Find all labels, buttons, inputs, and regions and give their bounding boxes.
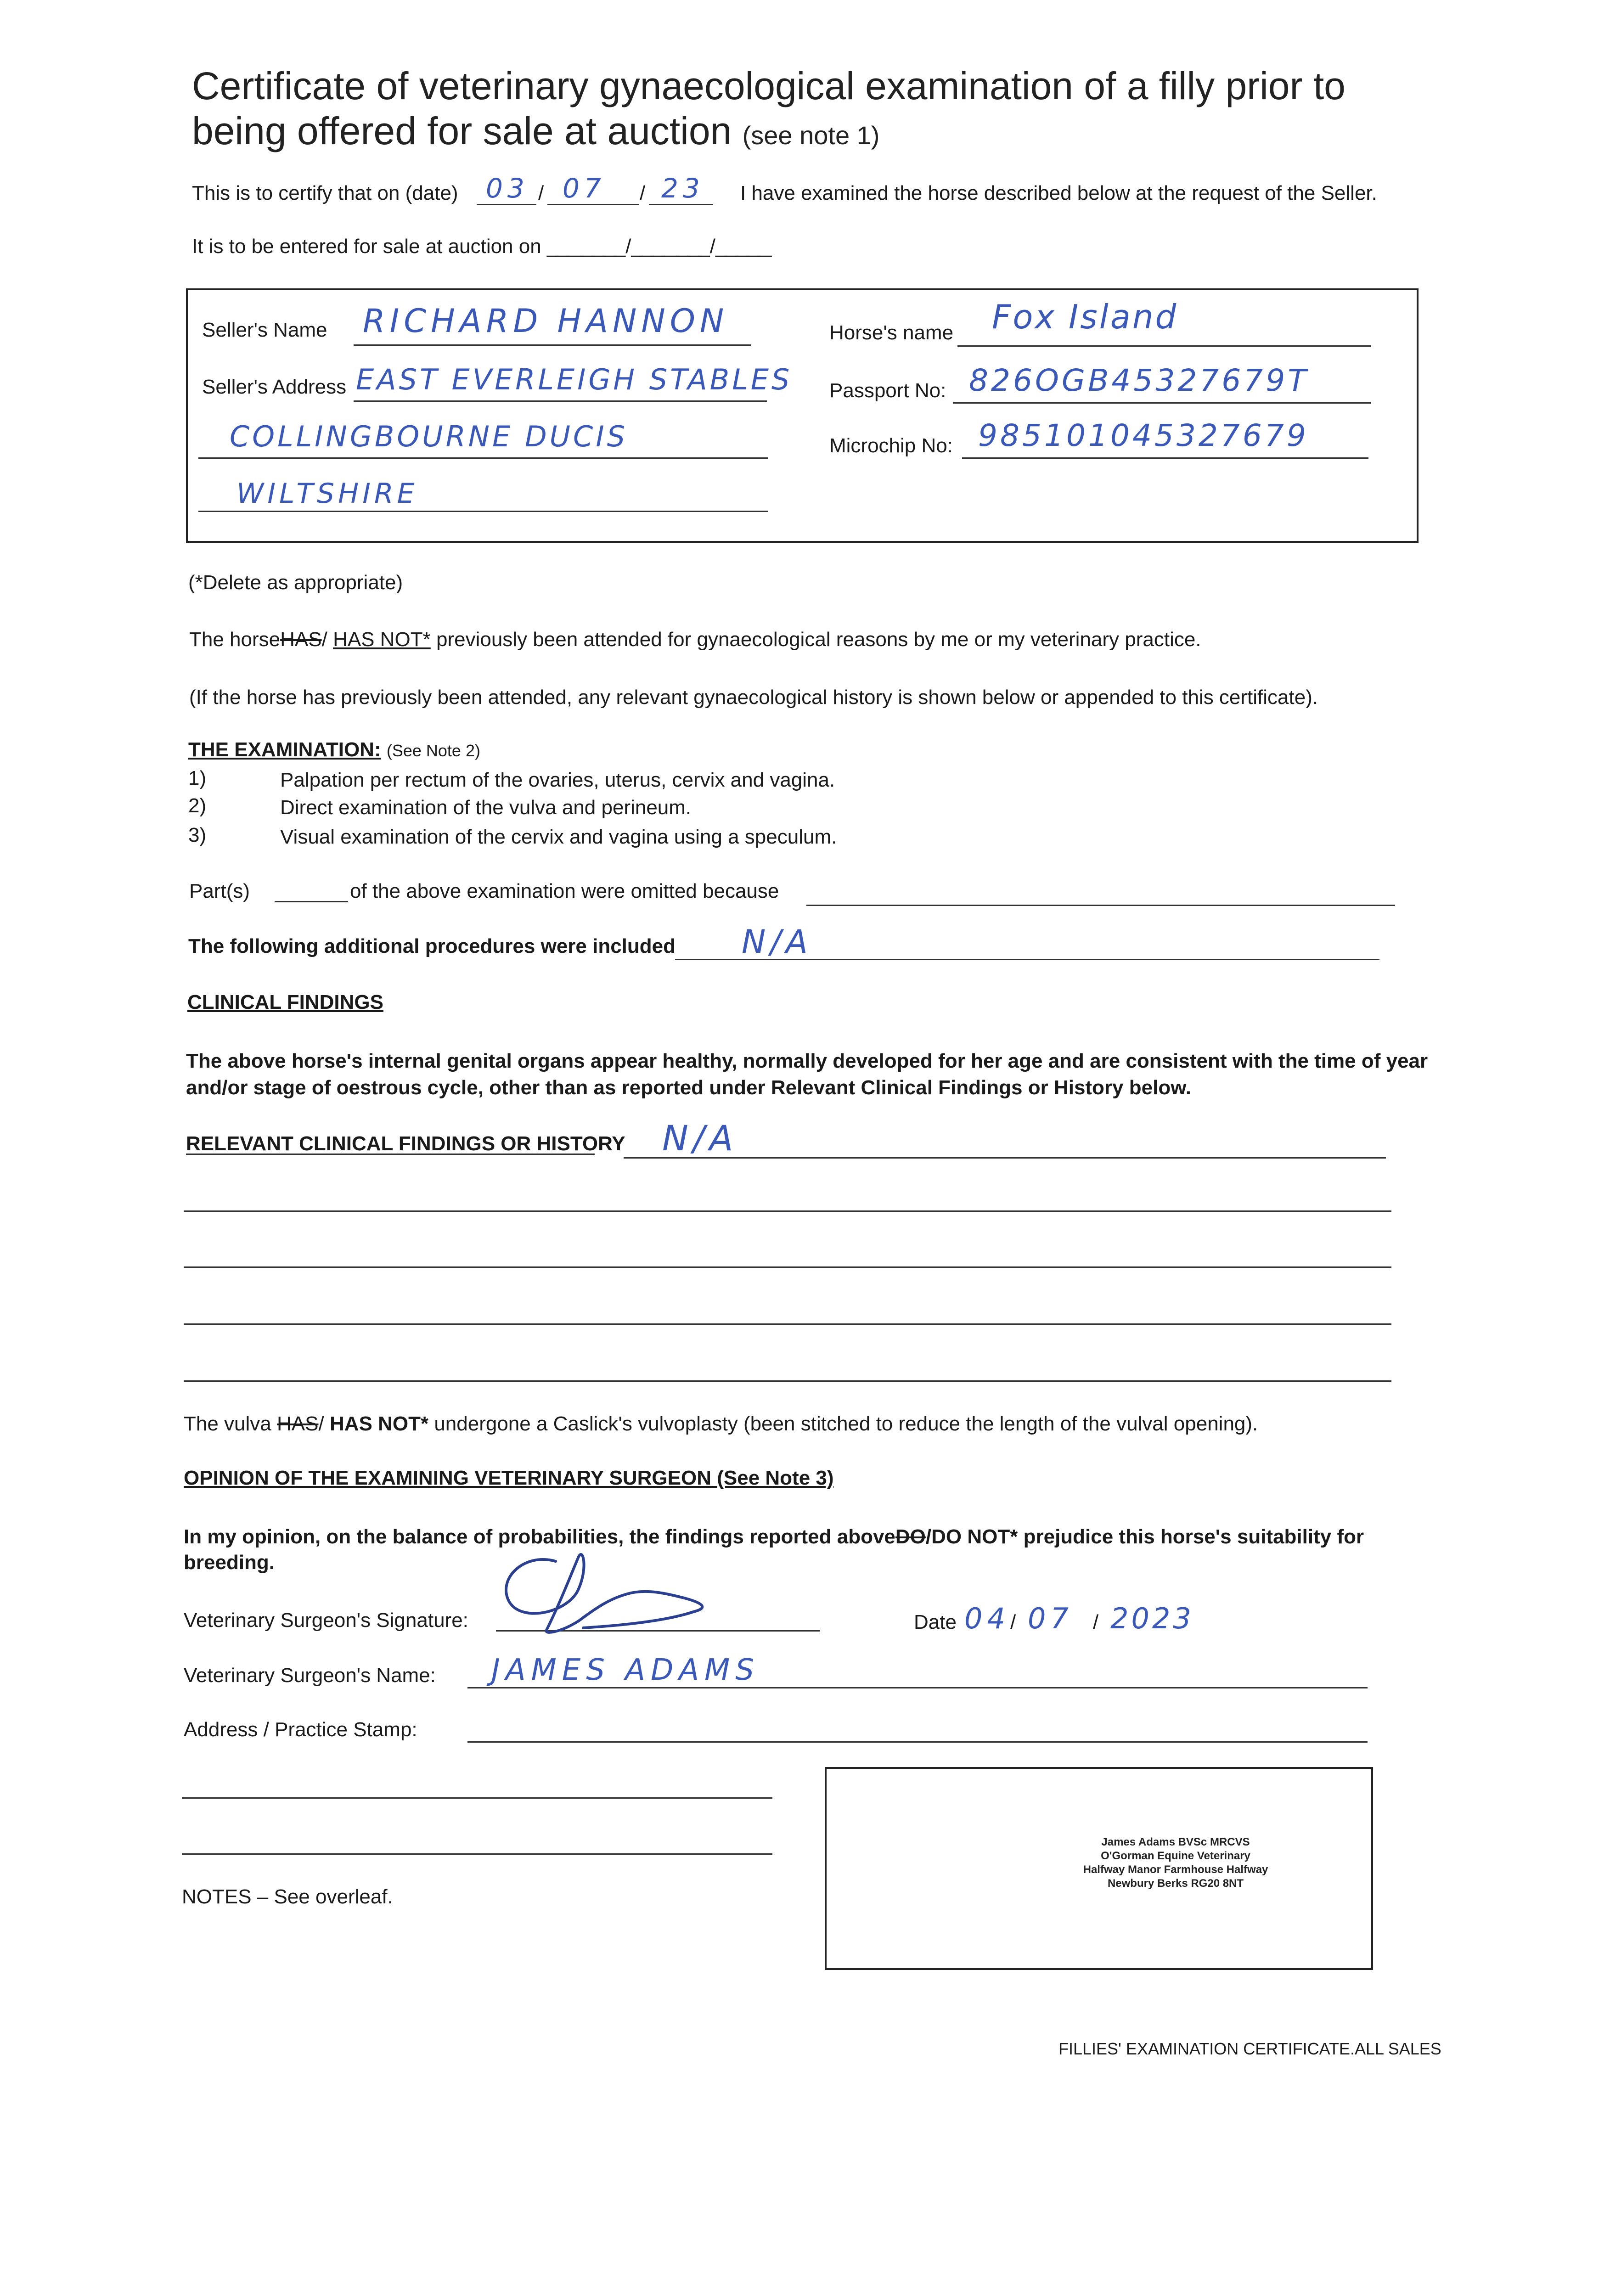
certify-year: 23 bbox=[661, 173, 704, 204]
auction-label bbox=[192, 234, 771, 259]
additional-value: N/A bbox=[742, 923, 812, 961]
clinical-statement-1: The above horse's internal genital organs appear healthy, normally developed for her age and are consistent with the time of year bbox=[186, 1050, 1428, 1072]
additional-label: The following additional procedures were included bbox=[188, 935, 676, 957]
passport-line bbox=[953, 402, 1371, 404]
seller-address-value-3: WILTSHIRE bbox=[236, 478, 418, 510]
surgeon-name-label: Veterinary Surgeon's Name: bbox=[184, 1664, 436, 1687]
relevant-line-2 bbox=[184, 1210, 1391, 1212]
practice-address-line-3 bbox=[182, 1853, 772, 1855]
history-note: (If the horse has previously been attended, any relevant gynaecological history is shown below or appended to this certificate). bbox=[189, 686, 1318, 709]
practice-stamp-label: Address / Practice Stamp: bbox=[184, 1718, 417, 1741]
surgeon-name-line bbox=[467, 1687, 1368, 1688]
opinion-struck: DO bbox=[895, 1525, 926, 1548]
attended-slash: / bbox=[321, 628, 327, 651]
opinion-line-2: breeding. bbox=[184, 1551, 275, 1574]
stamp-line-2: O'Gorman Equine Veterinary bbox=[1101, 1850, 1250, 1862]
omitted-middle: of the above examination were omitted because bbox=[350, 880, 779, 902]
date-label: Date bbox=[914, 1611, 957, 1633]
relevant-line-1 bbox=[624, 1157, 1386, 1159]
vulva-prefix: The vulva bbox=[184, 1412, 271, 1435]
title-note: (see note 1) bbox=[742, 121, 880, 150]
vulva-struck: HAS bbox=[277, 1412, 319, 1435]
title-line-2-text: being offered for sale at auction bbox=[192, 109, 732, 152]
omitted-reason-line bbox=[806, 905, 1395, 906]
sign-date-sep-1: / bbox=[1010, 1611, 1016, 1633]
practice-stamp bbox=[1056, 1835, 1295, 1891]
exam-item-1-num: 1) bbox=[188, 767, 207, 789]
opinion-line-1 bbox=[184, 1525, 1364, 1549]
stamp-line-3: Halfway Manor Farmhouse Halfway bbox=[1083, 1863, 1268, 1876]
attended-suffix: previously been attended for gynaecological reasons by me or my veterinary practice. bbox=[436, 628, 1201, 651]
relevant-line-4 bbox=[184, 1323, 1391, 1325]
relevant-value: N/A bbox=[662, 1118, 738, 1159]
certify-prefix: This is to certify that on (date) bbox=[192, 182, 458, 204]
omitted-prefix: Part(s) bbox=[189, 880, 250, 902]
certify-day-line bbox=[477, 204, 536, 205]
surgeon-name-value: JAMES ADAMS bbox=[491, 1653, 760, 1687]
stamp-line-4: Newbury Berks RG20 8NT bbox=[1107, 1877, 1244, 1890]
stamp-line-1: James Adams BVSc MRCVS bbox=[1101, 1836, 1250, 1848]
attended-statement bbox=[189, 627, 1201, 652]
relevant-line-5 bbox=[184, 1380, 1391, 1382]
practice-address-line-1 bbox=[467, 1741, 1368, 1743]
omitted-parts-line bbox=[275, 901, 348, 902]
clinical-heading: CLINICAL FINDINGS bbox=[187, 991, 383, 1013]
certify-sep-2: / bbox=[640, 182, 646, 204]
horse-name-label: Horse's name bbox=[829, 321, 954, 344]
practice-address-line-2 bbox=[182, 1797, 772, 1799]
relevant-label-underline bbox=[186, 1154, 595, 1155]
sign-date-year: 2023 bbox=[1110, 1602, 1194, 1635]
notes-text: NOTES – See overleaf. bbox=[182, 1885, 393, 1908]
opinion-heading: OPINION OF THE EXAMINING VETERINARY SURGEON (See Note 3) bbox=[184, 1467, 834, 1489]
certify-sep-1: / bbox=[538, 182, 544, 204]
examination-heading-text: THE EXAMINATION: bbox=[188, 738, 381, 761]
examination-heading bbox=[188, 737, 480, 763]
passport-value: 826OGB45327679T bbox=[969, 363, 1309, 398]
certify-month-line bbox=[547, 204, 639, 205]
footer-text: FILLIES' EXAMINATION CERTIFICATE.ALL SALES bbox=[1058, 2039, 1441, 2058]
seller-address-line-2 bbox=[198, 457, 768, 459]
signature-mark bbox=[491, 1543, 730, 1649]
certify-suffix: I have examined the horse described below at the request of the Seller. bbox=[740, 182, 1377, 204]
exam-item-3-text: Visual examination of the cervix and vagina using a speculum. bbox=[280, 826, 837, 848]
practice-stamp-box bbox=[825, 1767, 1373, 1970]
examination-note: (See Note 2) bbox=[386, 741, 480, 760]
signature-label: Veterinary Surgeon's Signature: bbox=[184, 1609, 468, 1632]
sign-date-sep-2: / bbox=[1093, 1611, 1099, 1633]
seller-name-value: RICHARD HANNON bbox=[363, 302, 729, 340]
horse-name-value: Fox Island bbox=[992, 298, 1178, 336]
seller-name-line bbox=[354, 344, 751, 346]
attended-struck: HAS bbox=[280, 628, 322, 651]
passport-label: Passport No: bbox=[829, 379, 946, 402]
seller-address-line-1 bbox=[354, 400, 767, 402]
microchip-label: Microchip No: bbox=[829, 434, 953, 457]
title-line-1: Certificate of veterinary gynaecological examination of a filly prior to bbox=[192, 64, 1345, 107]
relevant-line-3 bbox=[184, 1266, 1391, 1268]
attended-kept: HAS NOT* bbox=[333, 628, 431, 651]
clinical-statement-2: and/or stage of oestrous cycle, other than as reported under Relevant Clinical Findings or History below. bbox=[186, 1076, 1192, 1099]
certify-month: 07 bbox=[563, 173, 606, 204]
seller-name-label: Seller's Name bbox=[202, 319, 327, 341]
vulva-kept: HAS NOT* bbox=[329, 1412, 429, 1435]
vulva-slash: / bbox=[318, 1412, 324, 1435]
microchip-line bbox=[962, 457, 1368, 459]
title-line-2 bbox=[192, 108, 1345, 158]
sign-date-day: 04 bbox=[964, 1602, 1010, 1635]
sign-date-month: 07 bbox=[1028, 1602, 1073, 1635]
horse-name-line bbox=[957, 345, 1371, 347]
exam-item-1-text: Palpation per rectum of the ovaries, uterus, cervix and vagina. bbox=[280, 769, 835, 791]
delete-note: (*Delete as appropriate) bbox=[188, 571, 403, 594]
exam-item-2-num: 2) bbox=[188, 794, 207, 817]
microchip-value: 985101045327679 bbox=[978, 418, 1309, 453]
exam-item-2-text: Direct examination of the vulva and perineum. bbox=[280, 796, 692, 819]
seller-address-value-2: COLLINGBOURNE DUCIS bbox=[230, 420, 628, 453]
opinion-suffix: prejudice this horse's suitability for bbox=[1023, 1525, 1364, 1548]
certify-day: 03 bbox=[486, 173, 529, 204]
attended-prefix: The horse bbox=[189, 628, 281, 651]
seller-address-label: Seller's Address bbox=[202, 376, 347, 398]
vulva-suffix: undergone a Caslick's vulvoplasty (been stitched to reduce the length of the vulval opening). bbox=[434, 1412, 1258, 1435]
opinion-kept: /DO NOT* bbox=[925, 1525, 1018, 1548]
vulva-statement bbox=[184, 1412, 1258, 1436]
opinion-prefix: In my opinion, on the balance of probabilities, the findings reported above bbox=[184, 1525, 895, 1548]
seller-address-line-3 bbox=[198, 511, 768, 512]
auction-label-text: It is to be entered for sale at auction on bbox=[192, 235, 541, 258]
page-title bbox=[192, 63, 1345, 158]
certify-year-line bbox=[649, 204, 713, 205]
seller-address-value-1: EAST EVERLEIGH STABLES bbox=[356, 363, 793, 396]
relevant-label: RELEVANT CLINICAL FINDINGS OR HISTORY bbox=[186, 1132, 625, 1155]
exam-item-3-num: 3) bbox=[188, 824, 207, 846]
auction-date-blank: _______/_______/_____ bbox=[546, 235, 772, 258]
